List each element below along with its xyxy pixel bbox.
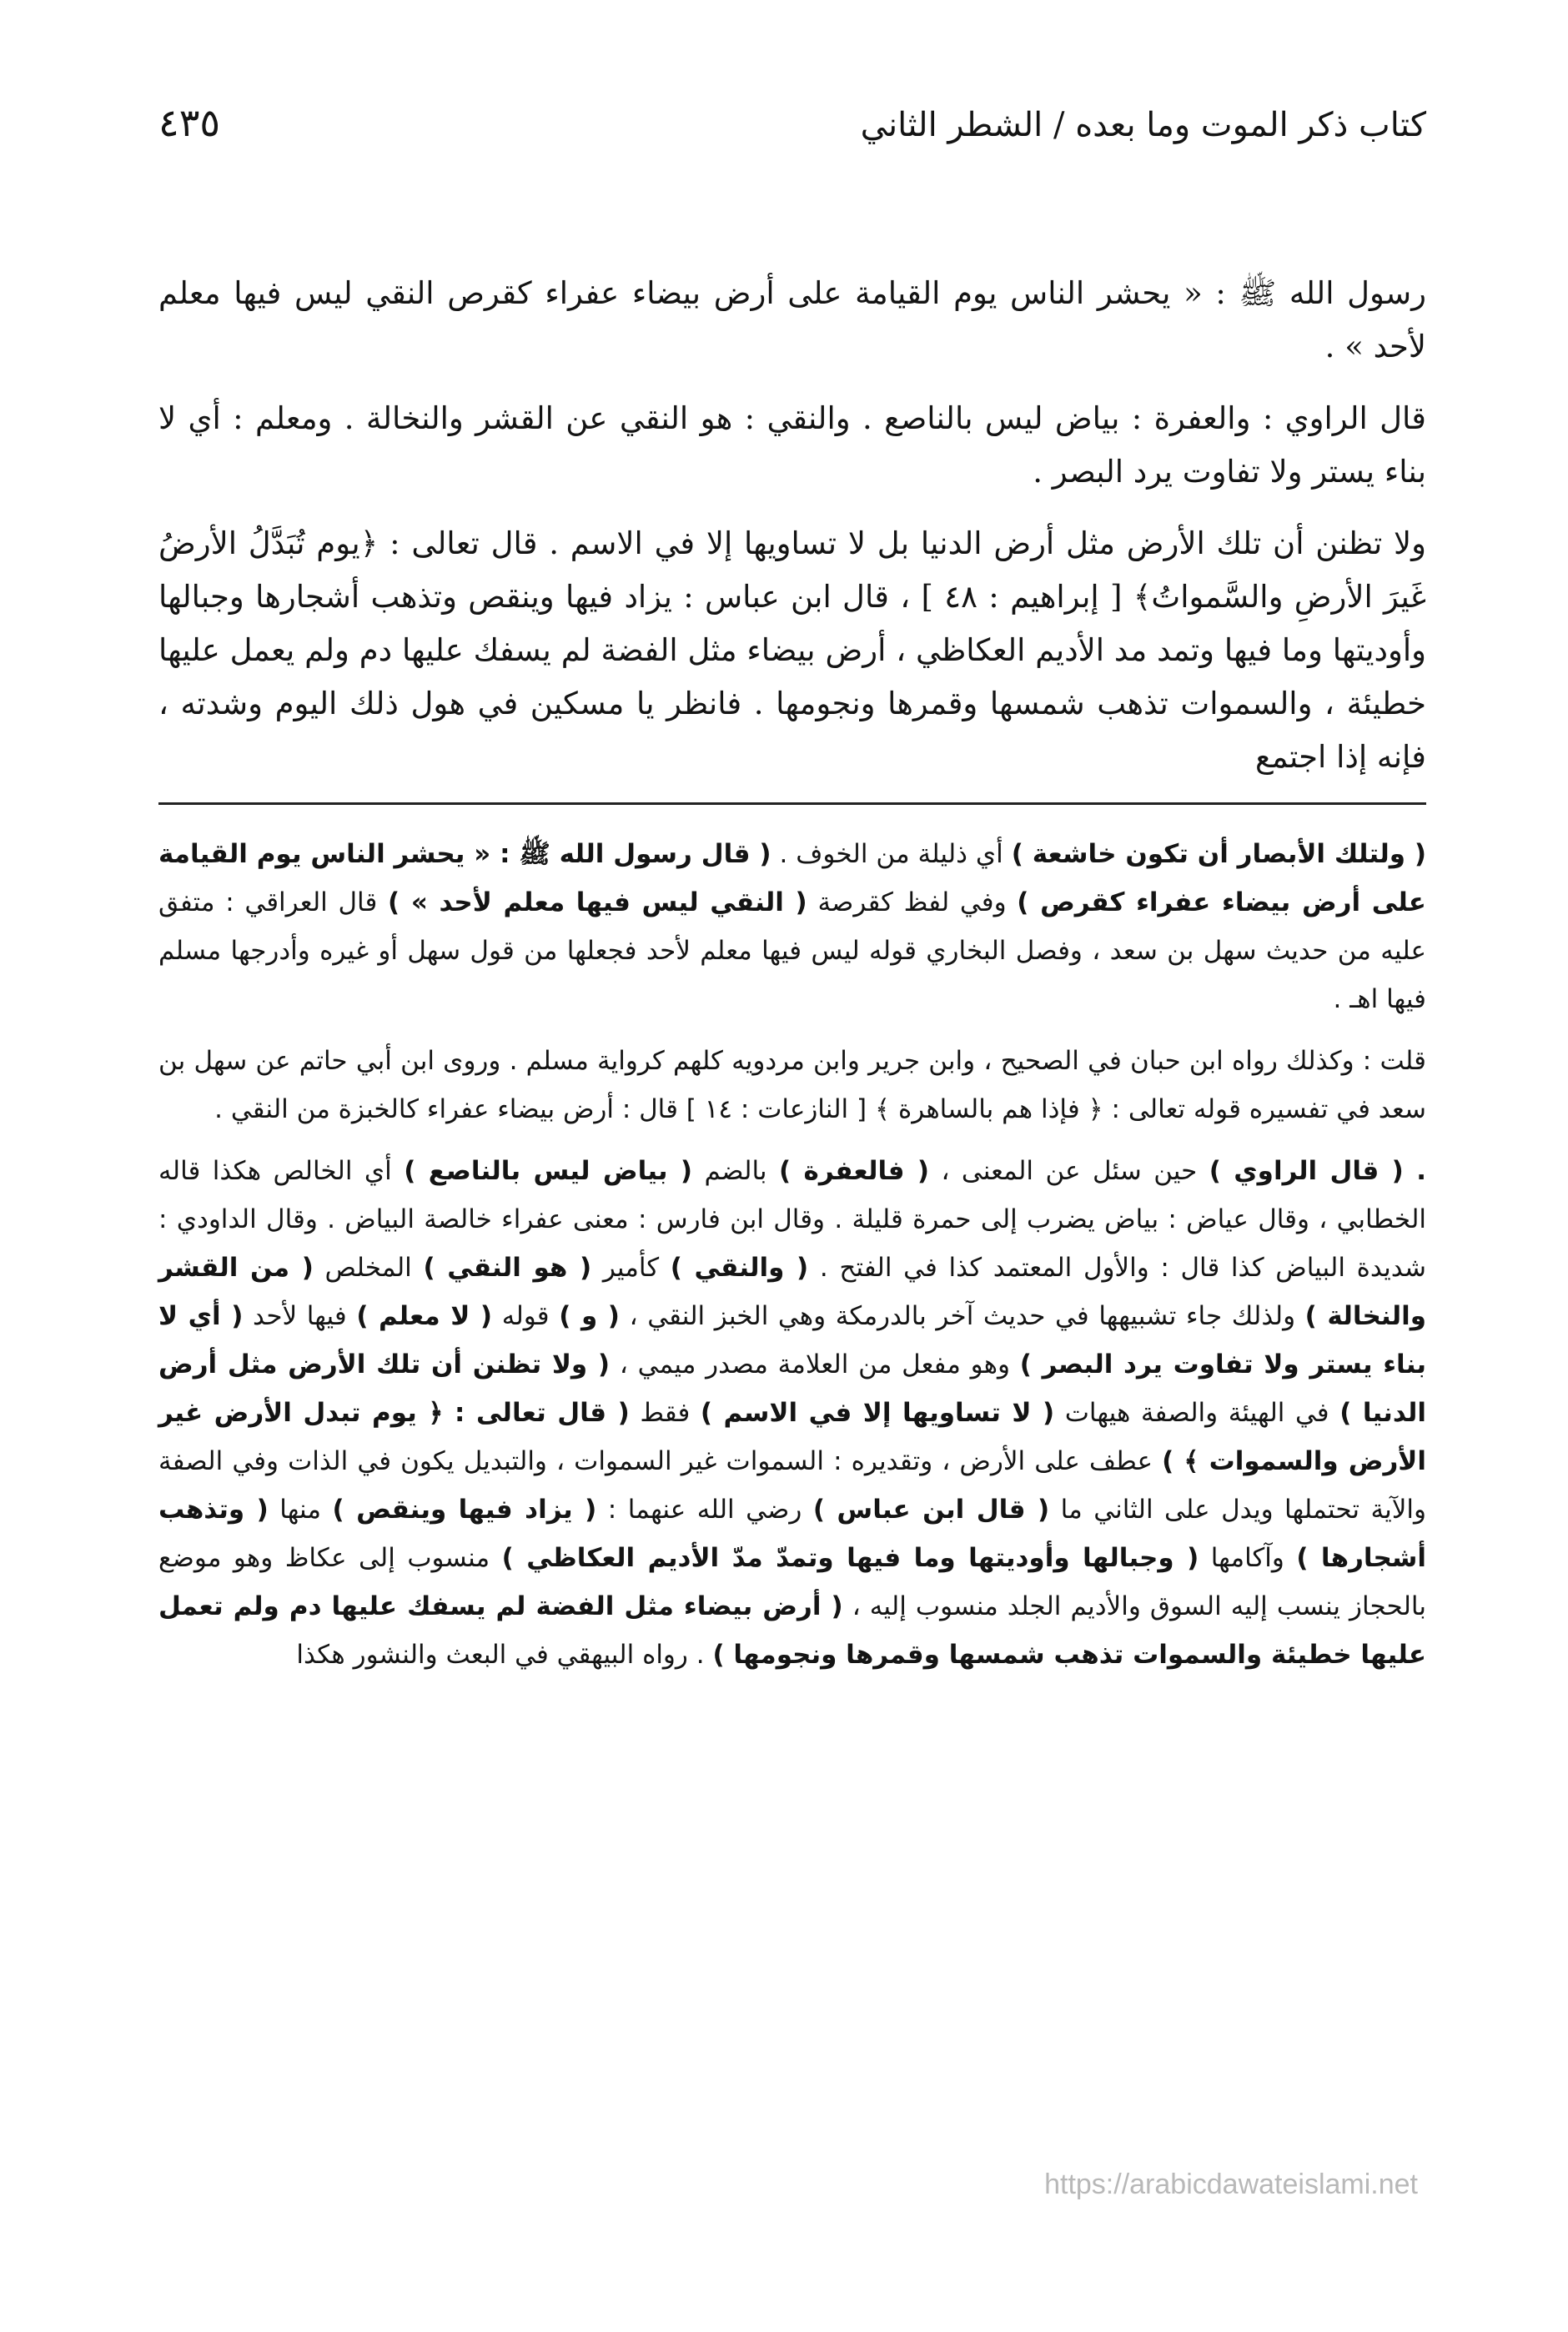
quoted-matn: ( فالعفرة ) bbox=[778, 1156, 930, 1186]
commentary-text: . رواه البيهقي في البعث والنشور هكذا bbox=[296, 1640, 713, 1670]
page-number: ٤٣٥ bbox=[158, 100, 221, 145]
quoted-matn: ( ولا تظنن أن تلك الأرض مثل أرض الدنيا ) bbox=[158, 1349, 1426, 1428]
commentary-text: منها bbox=[268, 1495, 333, 1525]
commentary-text: منسوب إلى عكاظ وهو موضع بالحجاز ينسب إليه السوق والأديم الجلد منسوب إليه ، bbox=[158, 1543, 1426, 1621]
quoted-matn: ( أرض بيضاء مثل الفضة لم يسفك عليها دم ولم تعمل عليها خطيئة والسموات تذهب شمسها وقمرها ونجومها ) bbox=[158, 1591, 1426, 1670]
main-paragraph: ولا تظنن أن تلك الأرض مثل أرض الدنيا بل لا تساويها إلا في الاسم . قال تعالى : ﴿يوم تُبَدَّلُ الأرضُ غَيرَ الأرضِ والسَّمواتُ﴾ [ إبراهيم : ٤٨ ] ، قال ابن عباس : يزاد فيها وينقص وتذهب أشجارها وجبالها وأوديتها وما فيها وتمد مد الأديم العكاظي ، أرض بيضاء مثل الفضة لم يسفك عليها دم ولم يعمل عليها خطيئة ، والسموات تذهب شمسها وقمرها ونجومها . فانظر يا مسكين في هول ذلك اليوم وشدته ، فإنه إذا اجتمع bbox=[158, 525, 1426, 775]
commentary bbox=[158, 830, 1426, 1679]
commentary-text: أي ذليلة من الخوف . bbox=[771, 839, 1012, 869]
commentary-text: وآكامها bbox=[1199, 1543, 1297, 1573]
commentary-text: بالضم bbox=[692, 1156, 779, 1186]
quoted-matn: ( لا تساويها إلا في الاسم ) bbox=[700, 1398, 1055, 1428]
commentary-text: فقط bbox=[629, 1398, 701, 1428]
commentary-paragraph bbox=[158, 830, 1426, 1023]
quoted-matn: ( هو النقي ) bbox=[423, 1253, 592, 1283]
quoted-matn: ( قال تعالى : ﴿ يوم تبدل الأرض غير الأرض والسموات ﴾ ) bbox=[158, 1398, 1427, 1476]
commentary-text: قال العراقي : متفق عليه من حديث سهل بن سعد ، وفصل البخاري قوله ليس فيها معلم لأحد فجعلها من قول سهل أو غيره وأدرجها مسلم فيها اهـ . bbox=[158, 887, 1426, 1014]
quoted-matn: ( يزاد فيها وينقص ) bbox=[332, 1495, 597, 1525]
quoted-matn: ( بياض ليس بالناصع ) bbox=[404, 1156, 693, 1186]
commentary-paragraph bbox=[158, 1147, 1426, 1679]
book-page bbox=[158, 100, 1426, 2260]
quoted-matn: . ( قال الراوي ) bbox=[1209, 1156, 1426, 1186]
footnote-divider bbox=[158, 802, 1426, 805]
commentary-text: المخلص bbox=[313, 1253, 424, 1283]
commentary-text: وهو مفعل من العلامة مصدر ميمي ، bbox=[610, 1349, 1020, 1380]
quoted-matn: ( والنقي ) bbox=[670, 1253, 809, 1283]
running-title: كتاب ذكر الموت وما بعده / الشطر الثاني bbox=[860, 106, 1426, 144]
quoted-matn: ( وجبالها وأوديتها وما فيها وتمدّ مدّ الأديم العكاظي ) bbox=[501, 1543, 1199, 1573]
page-header bbox=[158, 100, 1426, 175]
commentary-text: حين سئل عن المعنى ، bbox=[929, 1156, 1209, 1186]
commentary-text: وفي لفظ كقرصة bbox=[807, 887, 1018, 917]
commentary-text: كأمير bbox=[591, 1253, 671, 1283]
quoted-matn: ( من القشر والنخالة ) bbox=[158, 1253, 1427, 1331]
quoted-matn: ( وتذهب أشجارها ) bbox=[158, 1495, 1427, 1573]
watermark-url: https://arabicdawateislami.net bbox=[1044, 2169, 1418, 2200]
quoted-matn: ( أي لا بناء يستر ولا تفاوت يرد البصر ) bbox=[158, 1301, 1426, 1380]
main-text bbox=[158, 267, 1426, 784]
commentary-text: فيها لأحد bbox=[243, 1301, 357, 1331]
quoted-matn: ( ولتلك الأبصار أن تكون خاشعة ) bbox=[1011, 839, 1427, 869]
quoted-matn: ( قال رسول الله ﷺ : « يحشر الناس يوم القيامة على أرض بيضاء عفراء كقرص ) bbox=[158, 839, 1426, 917]
commentary-text: عطف على الأرض ، وتقديره : السموات غير السموات ، والتبديل يكون في الذات وفي الصفة والآية تحتملها ويدل على الثاني ما bbox=[158, 1446, 1426, 1525]
commentary-text: في الهيئة والصفة هيهات bbox=[1054, 1398, 1340, 1428]
commentary-text: قوله bbox=[492, 1301, 560, 1331]
commentary-text: أي الخالص هكذا قاله الخطابي ، وقال عياض : بياض يضرب إلى حمرة قليلة . وقال ابن فارس : معنى عفراء خالصة البياض . وقال الداودي : شديدة البياض كذا قال : والأول المعتمد كذا في الفتح . bbox=[158, 1156, 1426, 1283]
commentary-text: رضي الله عنهما : bbox=[596, 1495, 813, 1525]
main-paragraph: قال الراوي : والعفرة : بياض ليس بالناصع . والنقي : هو النقي عن القشر والنخالة . ومعلم : أي لا بناء يستر ولا تفاوت يرد البصر . bbox=[158, 400, 1426, 490]
quoted-matn: ( و ) bbox=[559, 1301, 620, 1331]
main-paragraph: رسول الله ﷺ : « يحشر الناس يوم القيامة على أرض بيضاء عفراء كقرص النقي ليس فيها معلم لأحد » . bbox=[158, 275, 1426, 364]
quoted-matn: ( قال ابن عباس ) bbox=[812, 1495, 1050, 1525]
commentary-text: ولذلك جاء تشبيهها في حديث آخر بالدرمكة وهي الخبز النقي ، bbox=[619, 1301, 1305, 1331]
commentary-paragraph: قلت : وكذلك رواه ابن حبان في الصحيح ، وابن جرير وابن مردويه كلهم كرواية مسلم . وروى ابن أبي حاتم عن سهل بن سعد في تفسيره قوله تعالى : ﴿ فإذا هم بالساهرة ﴾ [ النازعات : ١٤ ] قال : أرض بيضاء عفراء كالخبزة من النقي . bbox=[158, 1046, 1426, 1124]
quoted-matn: ( لا معلم ) bbox=[356, 1301, 493, 1331]
quoted-matn: ( النقي ليس فيها معلم لأحد » ) bbox=[388, 887, 807, 917]
